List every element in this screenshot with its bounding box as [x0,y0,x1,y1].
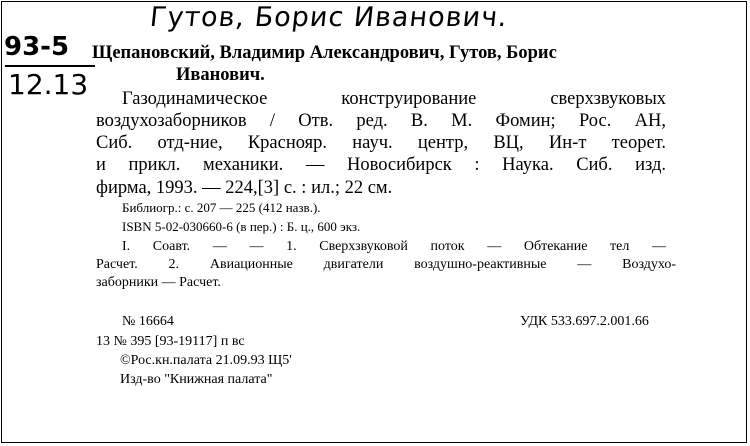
subject-line-1: I. Соавт. — — 1. Сверхзвуковой поток — Обтекание тел — [122,239,666,254]
title-line-3: Сиб. отд-ние, Краснояр. науч. центр, ВЦ, Ин-т теорет. [96,133,666,153]
udk-code: УДК 533.697.2.001.66 [520,314,649,329]
isbn-note: ISBN 5-02-030660-6 (в пер.) : Б. ц., 600 экз. [122,219,361,234]
handwritten-shelf-code: 93-5 [4,32,70,62]
handwritten-underline [5,65,95,67]
subject-line-2: Расчет. 2. Авиационные двигатели воздушно-реактивные — Воздухо- [96,257,676,272]
bibliography-note: Библиогр.: с. 207 — 225 (412 назв.). [122,200,321,215]
subject-line-3: заборники — Расчет. [96,275,221,290]
title-line-1: Газодинамическое конструирование сверхзвуковых [122,89,666,109]
handwritten-author-note: Гутов, Борис Иванович. [148,2,510,33]
heading-authors: Щепановский, Владимир Александрович, Гутов, Борис [92,43,557,63]
title-line-5: фирма, 1993. — 224,[3] с. : ил.; 22 см. [96,178,393,198]
copyright-line: ©Рос.кн.палата 21.09.93 Щ5' [120,353,292,368]
record-number: № 16664 [122,314,174,329]
catalog-card [1,1,747,443]
handwritten-number: 12.13 [8,68,89,101]
heading-authors-cont: Иванович. [176,65,265,85]
title-line-4: и прикл. механики. — Новосибирск : Наука. Сиб. изд. [96,155,666,175]
publisher-line: Изд-во "Книжная палата" [120,372,273,387]
registration-line: 13 № 395 [93-19117] п вс [96,334,245,349]
title-line-2: воздухозаборников / Отв. ред. В. М. Фомин; Рос. АН, [96,111,666,131]
